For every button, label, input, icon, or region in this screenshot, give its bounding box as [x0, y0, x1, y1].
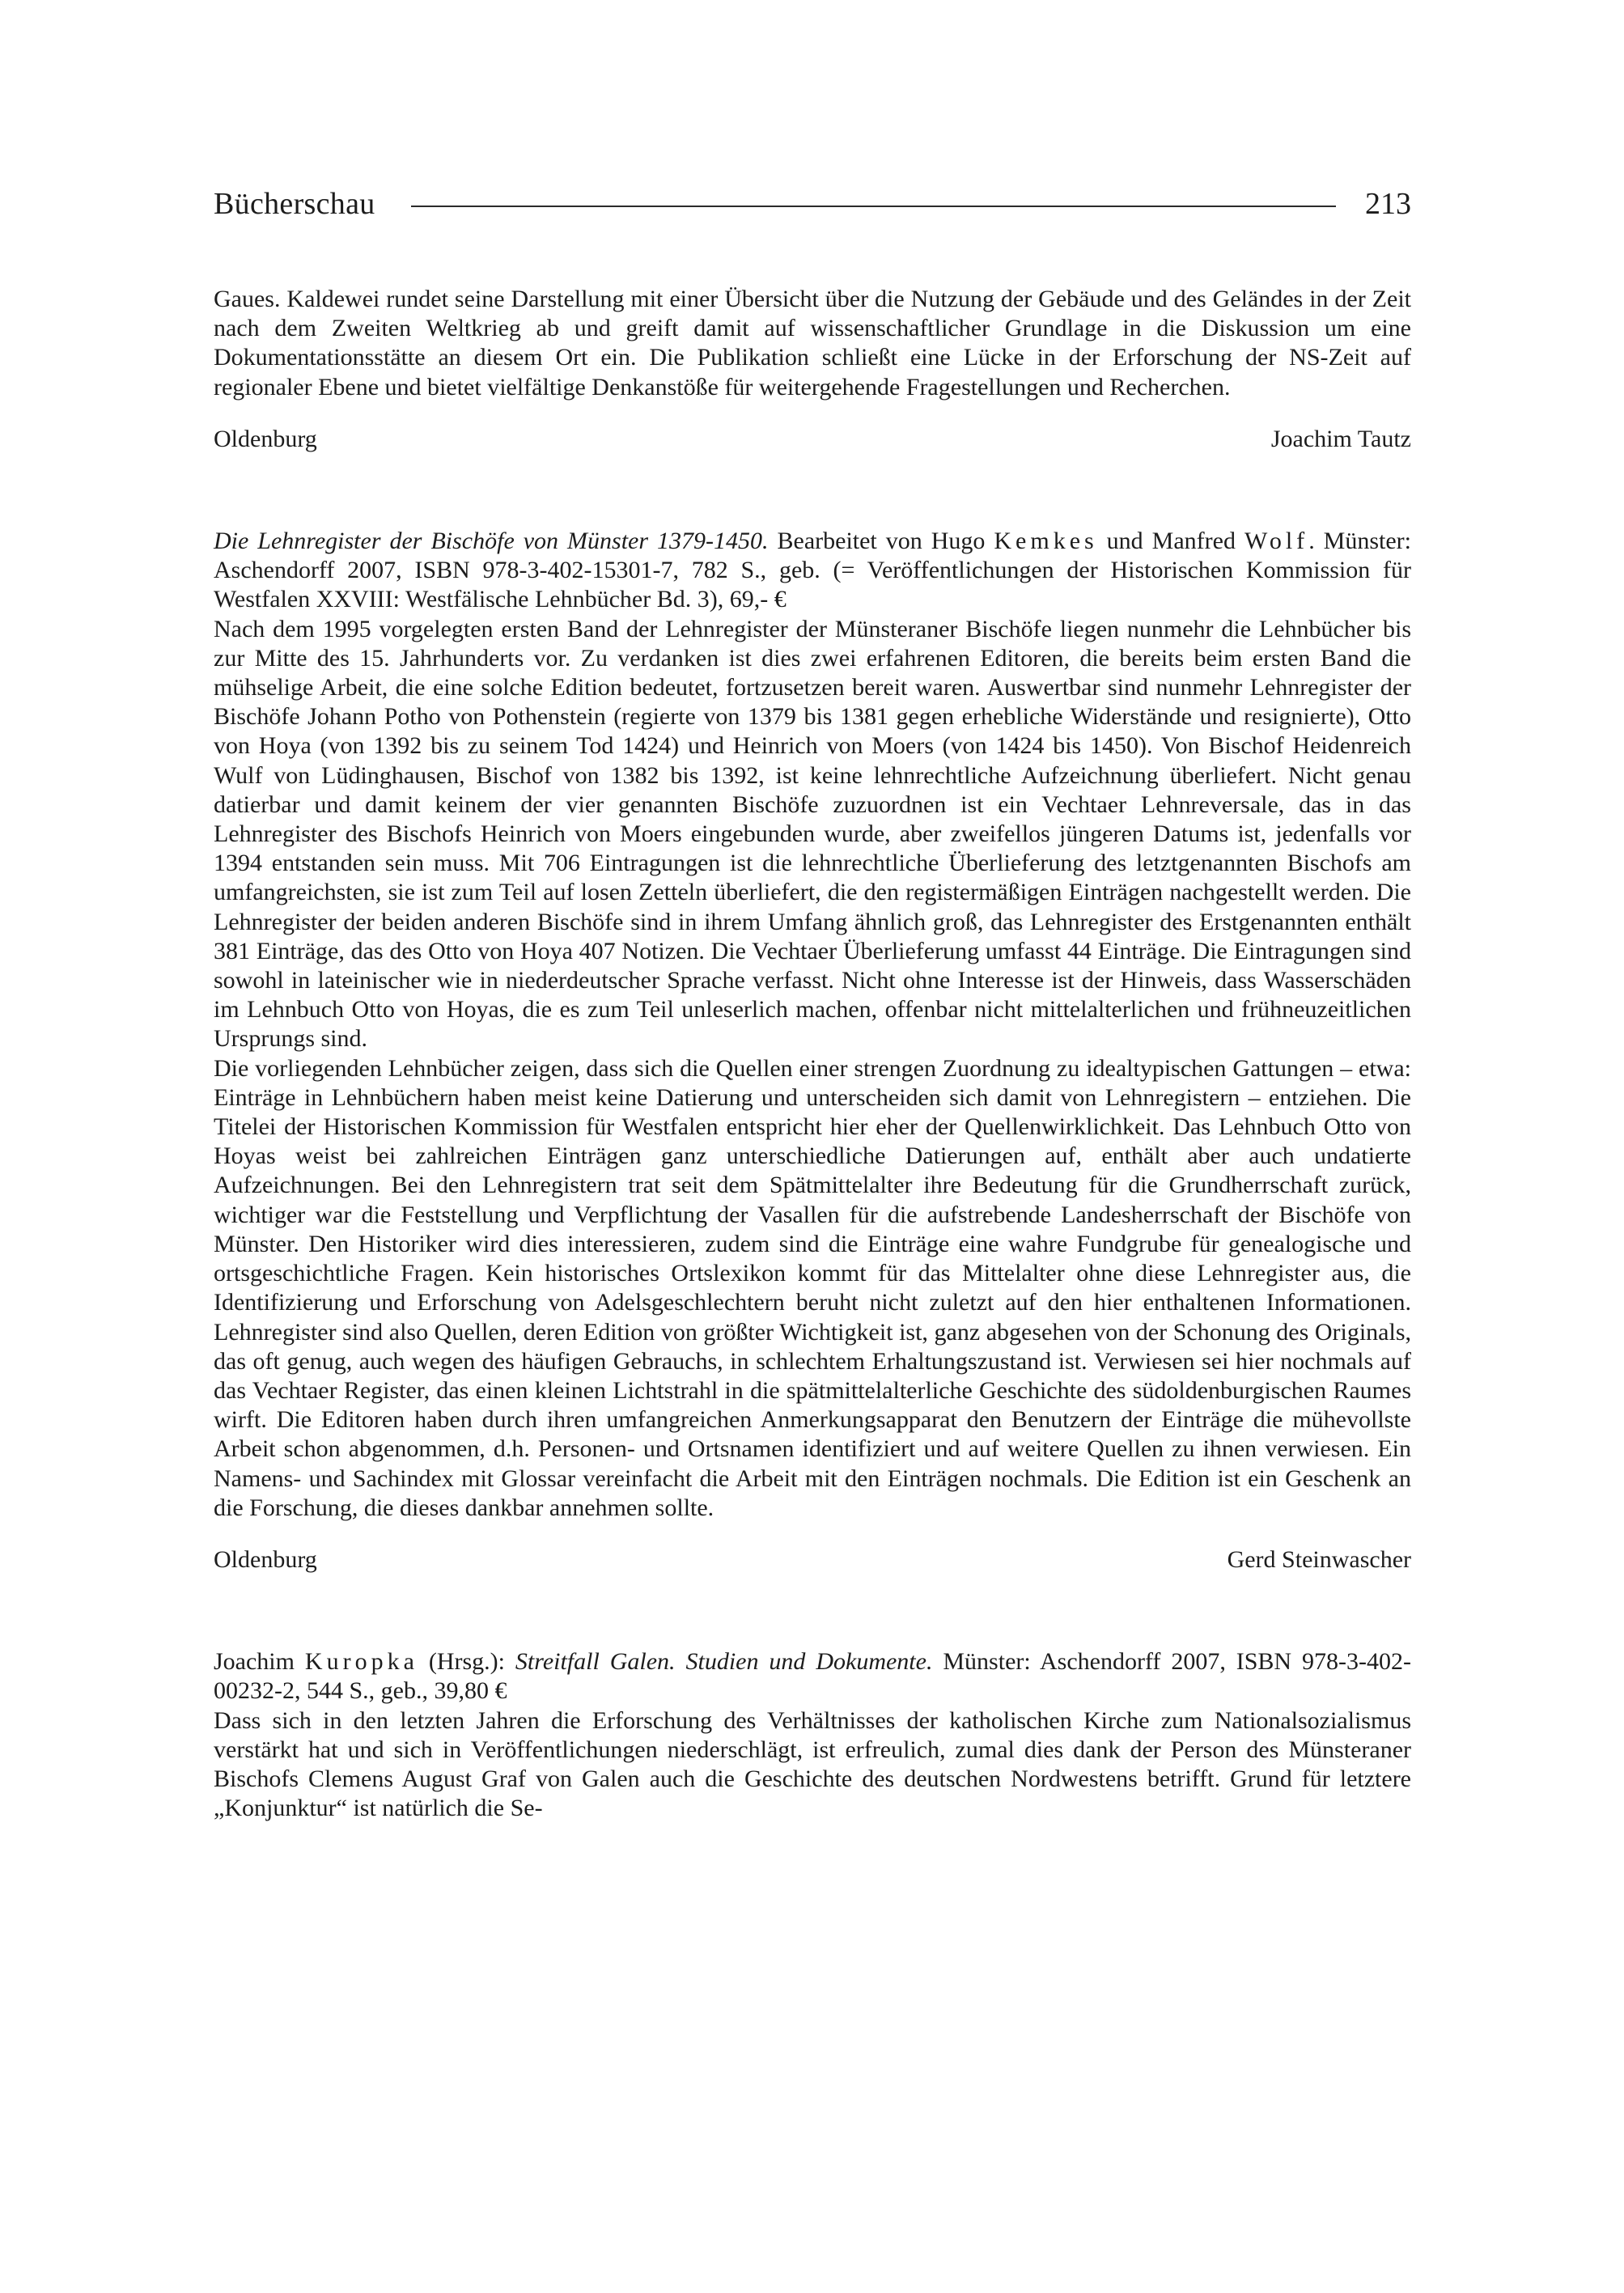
review3-bibliography	[214, 1647, 1411, 1706]
header-rule	[411, 206, 1336, 207]
section-title: Bücherschau	[214, 187, 375, 221]
review1-text: Gaues. Kaldewei rundet seine Darstellung mit einer Übersicht über die Nutzung der Gebäude und des Geländes in der Zeit nach dem Zweiten Weltkrieg ab und greift damit auf wissenschaftlicher Grundlage in die Diskussion um eine Dokumentationsstätte an diesem Ort ein. Die Publikation schließt eine Lücke in der Erforschung der NS-Zeit auf regionaler Ebene und bietet vielfältige Denkanstöße für weitergehende Fragestellungen und Recherchen.	[214, 286, 1411, 401]
review2-signature	[214, 1545, 1411, 1575]
review2-editors-prefix: Bearbeitet von Hugo	[768, 528, 994, 555]
running-head	[214, 181, 1411, 227]
review2-bibliography	[214, 527, 1411, 615]
review2-paragraph-1: Nach dem 1995 vorgelegten ersten Band der Lehnregister der Münsteraner Bischöfe liegen nunmehr die Lehnbücher bis zur Mitte des 15. Jahrhunderts vor. Zu verdanken ist dies zwei erfahrenen Editoren, die bereits beim ersten Band die mühselige Arbeit, die eine solche Edition bedeutet, fortzusetzen bereit waren. Auswertbar sind nunmehr Lehnregister der Bischöfe Johann Potho von Pothenstein (regierte von 1379 bis 1381 gegen erhebliche Widerstände und resignierte), Otto von Hoya (von 1392 bis zu seinem Tod 1424) und Heinrich von Moers (von 1424 bis 1450). Von Bischof Heidenreich Wulf von Lüdinghausen, Bischof von 1382 bis 1392, ist keine lehnrechtliche Aufzeichnung überliefert. Nicht genau datierbar und damit keinem der vier genannten Bischöfe zuzuordnen ist ein Vechtaer Lehnreversale, das in das Lehnregister des Bischofs Heinrich von Moers eingebunden wurde, aber zweifellos jüngeren Datums ist, jedenfalls vor 1394 entstanden sein muss. Mit 706 Eintragungen ist die lehnrechtliche Überlieferung des letztgenannten Bischofs am umfangreichsten, sie ist zum Teil auf losen Zetteln überliefert, die den registermäßigen Einträgen nachgestellt werden. Die Lehnregister der beiden anderen Bischöfe sind in ihrem Umfang ähnlich groß, das Lehnregister des Erstgenannten enthält 381 Einträge, das des Otto von Hoya 407 Notizen. Die Vechtaer Überlieferung umfasst 44 Einträge. Die Eintragungen sind sowohl in lateinischer wie in niederdeutscher Sprache verfasst. Nicht ohne Interesse ist der Hinweis, dass Wasserschäden im Lehnbuch Otto von Hoyas, die es zum Teil unleserlich machen, offenbar nicht mittelalterlichen und frühneuzeitlichen Ursprungs sind.	[214, 615, 1411, 1053]
review2-place: Oldenburg	[214, 1545, 317, 1573]
review3-author-surname: Kuropka	[304, 1648, 418, 1676]
review3-author-first: Joachim	[214, 1648, 305, 1676]
review3-author-suffix: (Hrsg.):	[418, 1648, 515, 1676]
review1-signature	[214, 425, 1411, 454]
review-separator	[214, 1575, 1411, 1647]
review3-paragraph-1: Dass sich in den letzten Jahren die Erforschung des Verhältnisses der katholischen Kirche zum Nationalsozialismus verstärkt hat und sich in Veröffentlichungen niederschlägt, ist erfreulich, zumal dies dank der Person des Münsteraner Bischofs Clemens August Graf von Galen auch die Geschichte des deutschen Nordwestens betrifft. Grund für letztere „Konjunktur“ ist natürlich die Se-	[214, 1706, 1411, 1822]
review3-book-title: Streitfall Galen. Studien und Dokumente.	[515, 1648, 933, 1676]
review2-paragraph-2: Die vorliegenden Lehnbücher zeigen, dass sich die Quellen einer strengen Zuordnung zu idealtypischen Gattungen – etwa: Einträge in Lehnbüchern haben meist keine Datierung und unterscheiden sich damit von Lehnregistern – entziehen. Die Titelei der Historischen Kommission für Westfalen entspricht hier eher der Quellenwirklichkeit. Das Lehnbuch Otto von Hoyas weist bei zahlreichen Einträgen ganz unterschiedliche Datierungen auf, enthält aber auch undatierte Aufzeichnungen. Bei den Lehnregistern trat seit dem Spätmittelalter ihre Bedeutung für die Grundherrschaft zurück, wichtiger war die Feststellung und Verpflichtung der Vasallen für die aufstrebende Landesherrschaft der Bischöfe von Münster. Den Historiker wird dies interessieren, zudem sind die Einträge eine wahre Fundgrube für genealogische und ortsgeschichtliche Fragen. Kein historisches Ortslexikon kommt für das Mittelalter ohne diese Lehnregister aus, die Identifizierung und Erforschung von Adelsgeschlechtern beruht nicht zuletzt auf den hier enthaltenen Informationen. Lehnregister sind also Quellen, deren Edition von größter Wichtigkeit ist, ganz abgesehen von der Schonung des Originals, das oft genug, auch wegen des häufigen Gebrauchs, in schlechtem Erhaltungszustand ist. Verwiesen sei hier nochmals auf das Vechtaer Register, das einen kleinen Lichtstrahl in die spätmittelalterliche Geschichte des südoldenburgischen Raumes wirft. Die Editoren haben durch ihren umfangreichen Anmerkungsapparat den Benutzern der Einträge die mühevollste Arbeit schon abgenommen, d.h. Personen- und Ortsnamen identifiziert und auf weitere Quellen zu ihnen verwiesen. Ein Namens- und Sachindex mit Glossar vereinfacht die Arbeit mit den Einträgen nochmals. Die Edition ist ein Geschenk an die Forschung, die dieses dankbar annehmen sollte.	[214, 1054, 1411, 1521]
review2-reviewer: Gerd Steinwascher	[1227, 1545, 1411, 1573]
review2-book-title: Die Lehnregister der Bischöfe von Münster 1379-1450.	[214, 528, 769, 555]
review1-place: Oldenburg	[214, 425, 317, 452]
review2-editor1: Kemkes	[994, 528, 1098, 555]
review3-bib-rest: Münster: Aschendorff 2007, ISBN 978-3-402-00232-2, 544 S., geb., 39,80 €	[214, 1648, 1411, 1705]
review2-bib-rest: . Münster: Aschendorff 2007, ISBN 978-3-402-15301-7, 782 S., geb. (= Veröffentlichungen der Historischen Kommission für Westfalen XXVIII: Westfälische Lehnbücher Bd. 3), 69,- €	[214, 528, 1411, 613]
review2-editor2: Wolf	[1244, 528, 1309, 555]
review-separator	[214, 454, 1411, 527]
page-number: 213	[1365, 187, 1411, 221]
review1-reviewer: Joachim Tautz	[1270, 425, 1411, 452]
page-body	[214, 285, 1411, 1823]
review2-editors-mid: und Manfred	[1097, 528, 1245, 555]
